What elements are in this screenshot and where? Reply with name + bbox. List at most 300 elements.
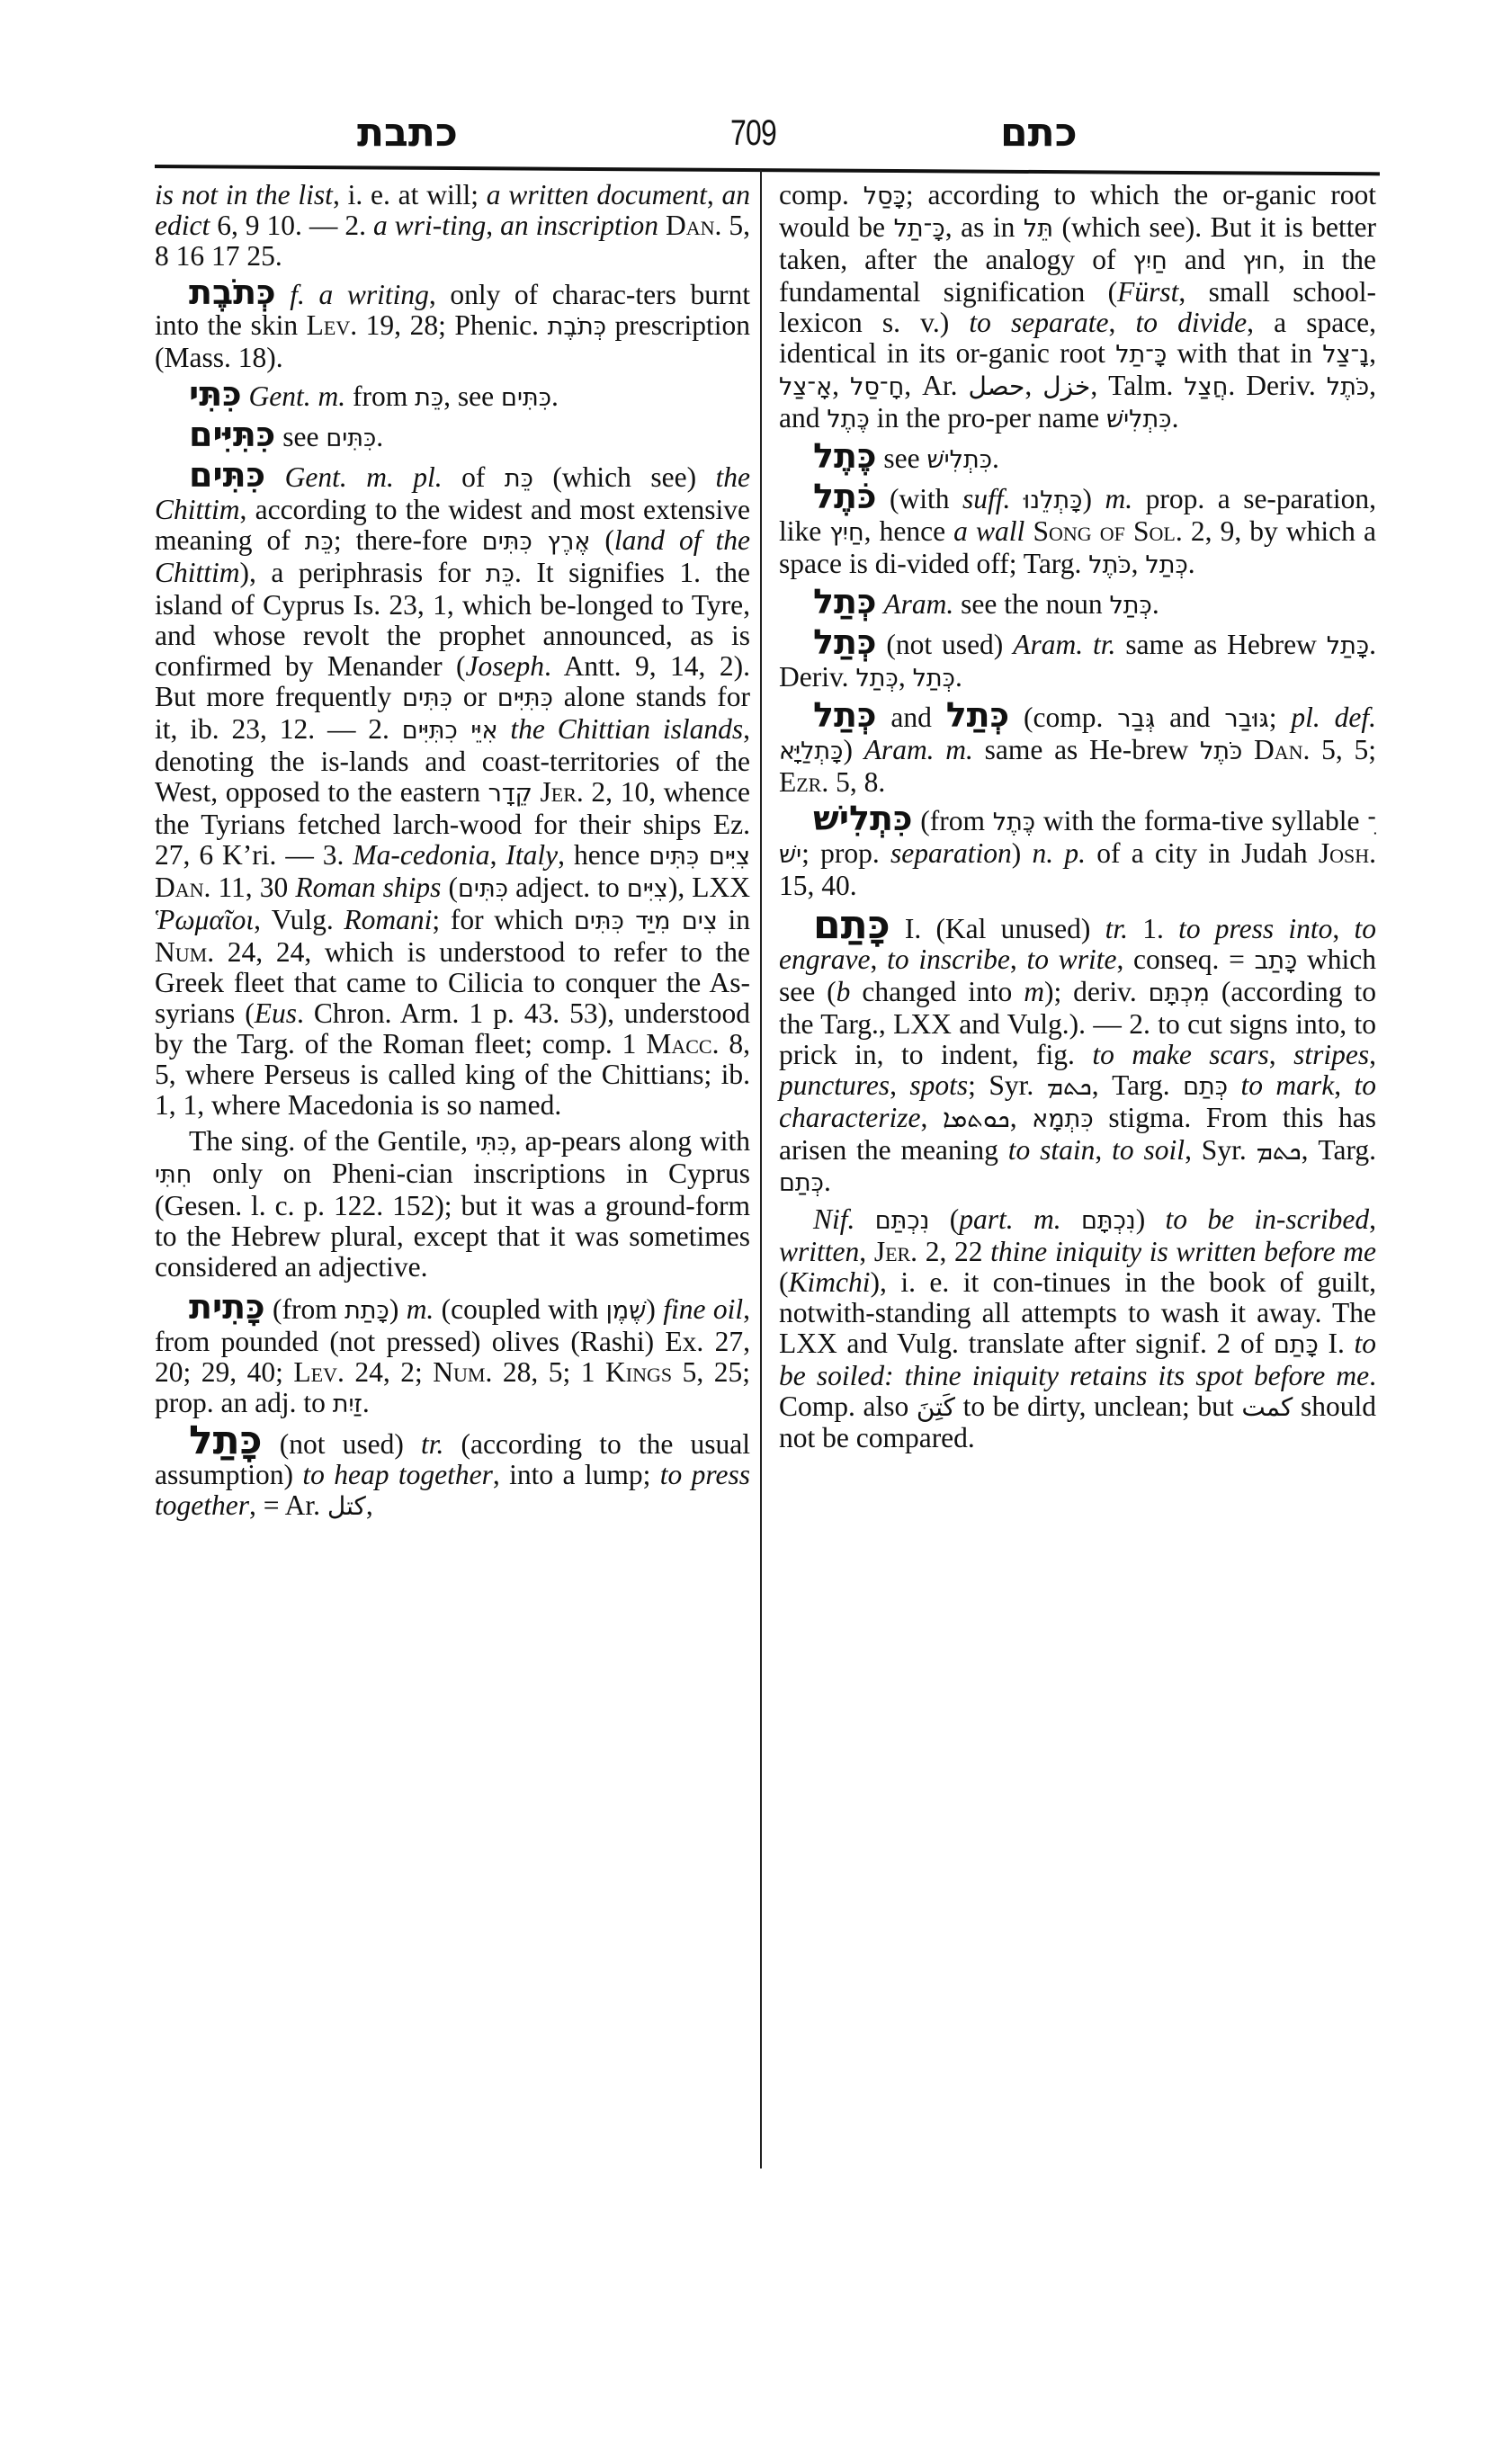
- hebrew-word: כָּ־תַל: [1115, 341, 1168, 369]
- entry-text: of: [442, 461, 505, 493]
- hebrew-word: כִּתִּים: [458, 875, 508, 903]
- entry-text: ,: [489, 839, 506, 871]
- entry-text: should not be compared.: [779, 1390, 1376, 1453]
- hebrew-word: קֵדָר: [488, 780, 532, 808]
- entry-text: same as Hebrew: [1115, 629, 1327, 660]
- hebrew-word: כְּתַל: [1145, 551, 1188, 579]
- headword: כְּתַל: [813, 622, 877, 662]
- italic-gloss: m.: [406, 1293, 434, 1325]
- entry-text: ,: [832, 370, 851, 401]
- italic-gloss: punctures: [779, 1069, 890, 1101]
- italic-gloss: n. p.: [1032, 837, 1086, 869]
- book-reference: Ezr.: [779, 766, 829, 798]
- page-number: 709: [730, 113, 776, 153]
- hebrew-word: צִיִּים כִּתִּים: [649, 843, 750, 871]
- hebrew-word: זַיִת: [332, 1390, 362, 1418]
- hebrew-word: כֵּת: [415, 384, 444, 412]
- hebrew-word: אִיֵּי כִתִּיִּים: [401, 717, 498, 745]
- entry-text: in: [717, 904, 750, 935]
- entry-text: ): [843, 734, 864, 765]
- entry-text: , Targ.: [1301, 1134, 1376, 1166]
- entry-text: I.: [1318, 1328, 1355, 1359]
- entry-text: , Syr.: [1185, 1134, 1257, 1166]
- entry-text: , hence: [558, 839, 649, 871]
- hebrew-word: צִים מִיַּד כִּתִּים: [573, 908, 718, 935]
- entry-text: [1242, 734, 1254, 765]
- hebrew-word: גּוּבַר: [1224, 705, 1269, 733]
- entry-text: (which see): [532, 461, 716, 493]
- entry-text: .: [823, 1166, 831, 1197]
- hebrew-word: חַיִץ: [1132, 247, 1168, 275]
- left-column: [155, 180, 750, 1527]
- entry-text: , denoting the is-lands and coast-territories of the West, opposed to the eastern: [155, 713, 750, 808]
- italic-gloss: to soil: [1112, 1134, 1185, 1166]
- entry-text: ,: [890, 1069, 910, 1101]
- entry-text: (comp.: [1009, 702, 1118, 733]
- entry-text: prescription (Mass. 18).: [155, 309, 750, 373]
- dictionary-entry-katam: [779, 902, 1377, 1199]
- entry-text: , into a lump;: [492, 1459, 660, 1490]
- entry-text: .: [362, 1387, 370, 1418]
- entry-text: ,: [1369, 1203, 1376, 1235]
- headword: כְּתַל: [813, 582, 877, 621]
- entry-text: ; prop.: [801, 837, 891, 869]
- italic-gloss: Gent. m.: [248, 380, 346, 412]
- hebrew-word: מִכְתָּם: [1148, 979, 1210, 1007]
- italic-gloss: is not in the list: [155, 179, 333, 210]
- italic-gloss: land of the Chittim: [155, 524, 750, 588]
- italic-gloss: to press together: [155, 1459, 751, 1521]
- italic-gloss: Romani: [344, 904, 433, 935]
- entry-text: 1.: [1128, 913, 1179, 944]
- entry-text: ; there-fore: [333, 524, 482, 556]
- entry-text: adject. to: [508, 872, 627, 903]
- italic-gloss: written: [779, 1236, 860, 1267]
- dictionary-entry-kittim: [155, 455, 751, 1121]
- entry-text: (with: [876, 483, 962, 514]
- italic-gloss: m.: [1105, 483, 1133, 514]
- dictionary-entry-kittiyyim: [155, 415, 750, 454]
- italic-gloss: stripes: [1293, 1039, 1370, 1070]
- hebrew-word: כֹּתֶל: [1199, 738, 1243, 765]
- dictionary-entry-katam-nif: [779, 1204, 1376, 1453]
- entry-text: [532, 776, 541, 808]
- entry-text: ), a periphrasis for: [239, 557, 486, 588]
- dictionary-entry-ketal-aram-noun: [779, 582, 1376, 621]
- entry-text: [242, 380, 249, 412]
- entry-text: ,: [859, 1236, 874, 1267]
- italic-gloss: tr.: [1105, 913, 1128, 944]
- hebrew-word: כְּתַם: [1183, 1073, 1229, 1101]
- entry-text: (according to the Targ., LXX and Vulg.). — 2. to cut signs into, to prick in, to indent, fig.: [779, 976, 1376, 1070]
- italic-gloss: Aram. m.: [863, 734, 973, 765]
- hebrew-word: כָּתְלַיָּא: [779, 738, 844, 765]
- entry-text: , as in: [944, 211, 1024, 243]
- entry-text: , only of charac-ters burnt into the skin: [155, 279, 750, 341]
- arabic-syriac-word: كَتِنَ: [916, 1392, 955, 1422]
- hebrew-word: כֹּתֶל: [1088, 551, 1132, 579]
- italic-gloss: pl. def.: [1291, 702, 1376, 733]
- dictionary-entry-kotel: [779, 477, 1377, 581]
- right-column: [779, 180, 1376, 1459]
- entry-text: and: [1167, 244, 1243, 275]
- dictionary-entry-kitlish: [779, 799, 1377, 901]
- hebrew-word: כִּתִּים: [326, 425, 377, 452]
- italic-gloss: to be soiled: thine iniquity retains its spot before me: [779, 1328, 1376, 1391]
- hebrew-word: אֶרֶץ כִּתִּים: [481, 528, 591, 556]
- hebrew-word: חָ־סַל: [850, 373, 905, 401]
- book-reference: Jer.: [873, 1236, 918, 1267]
- italic-gloss: Aram. tr.: [1013, 629, 1116, 660]
- hebrew-word: כָּסַל: [863, 183, 906, 210]
- entry-text: . Deriv.: [779, 629, 1376, 693]
- entry-text: see the noun: [953, 588, 1110, 620]
- italic-gloss: to press into: [1178, 913, 1333, 944]
- italic-gloss: the Chittim: [155, 461, 751, 525]
- arabic-syriac-word: ܟܬܡ: [1046, 1071, 1092, 1101]
- entry-text: 5, 8.: [828, 766, 886, 798]
- book-reference: Num.: [155, 936, 215, 968]
- entry-text: (: [441, 872, 459, 903]
- entry-text: (not used): [876, 629, 1014, 660]
- italic-gloss: to stain: [1007, 1134, 1096, 1166]
- arabic-syriac-word: كتل: [327, 1491, 366, 1521]
- entry-text: 24, 2;: [344, 1356, 434, 1388]
- arabic-syriac-word: ܟܬܡ: [1256, 1136, 1302, 1166]
- entry-text: , and: [779, 370, 1377, 434]
- hebrew-word: חוּץ: [1242, 247, 1278, 275]
- entry-text: prop. a se-paration, like: [779, 483, 1377, 547]
- entry-text: , small school-lexicon s. v.): [779, 276, 1376, 338]
- italic-gloss: separation: [890, 837, 1012, 869]
- entry-text: alone stands for it, ib. 23, 12. — 2.: [155, 681, 751, 745]
- entry-text: (which see). But it is better taken, after the analogy of: [779, 211, 1376, 275]
- headword: כִּתִּיִּים: [189, 415, 276, 454]
- entry-text: , i. e. at will;: [332, 179, 487, 210]
- hebrew-word: נִכְתַּם: [874, 1207, 930, 1235]
- italic-gloss: Italy: [505, 839, 559, 871]
- entry-text: see: [876, 443, 927, 474]
- italic-gloss: an edict: [155, 179, 750, 241]
- entry-text: ): [1135, 1203, 1166, 1235]
- entry-text: 28, 5; 1: [492, 1356, 605, 1388]
- hebrew-word: כָּ־תַל: [893, 215, 945, 243]
- entry-text: .: [1171, 402, 1179, 434]
- book-reference: Song of Sol.: [1033, 515, 1183, 547]
- entry-text: ,: [1332, 913, 1355, 944]
- entry-text: [1010, 483, 1024, 514]
- hebrew-word: שֶׁמֶן: [605, 1297, 647, 1325]
- dictionary-entry-continuation-ktab: [155, 180, 750, 272]
- dictionary-entry-ketal-and-ketal: [779, 695, 1376, 798]
- hebrew-word: כְּתַל: [912, 665, 955, 693]
- entry-text: The sing. of the Gentile,: [189, 1125, 476, 1157]
- entry-text: (from: [264, 1293, 345, 1325]
- entry-text: . Deriv.: [1228, 370, 1327, 401]
- hebrew-word: כִּתִּי: [475, 1129, 510, 1157]
- entry-text: see: [275, 421, 327, 452]
- entry-text: ,: [1024, 370, 1043, 401]
- entry-text: ,: [1095, 1134, 1113, 1166]
- entry-text: 6, 9 10. — 2.: [210, 210, 373, 241]
- hebrew-word: גְּבַר: [1117, 705, 1156, 733]
- entry-text: changed into: [850, 976, 1024, 1007]
- entry-text: with the forma-tive syllable: [1035, 805, 1368, 836]
- entry-text: ,: [1009, 1102, 1033, 1133]
- entry-text: ,: [1369, 1039, 1376, 1070]
- hebrew-word: כָּתְלֵנוּ: [1023, 487, 1083, 514]
- entry-text: .: [1187, 548, 1195, 579]
- hebrew-word: כְּתַל: [1109, 592, 1152, 620]
- italic-gloss: suff.: [962, 483, 1011, 514]
- italic-gloss: Ma-cedonia: [353, 839, 490, 871]
- book-reference: Num.: [433, 1356, 493, 1388]
- entry-text: ), LXX: [667, 872, 751, 903]
- italic-gloss: a wall: [953, 515, 1025, 547]
- arabic-syriac-word: حصل: [968, 371, 1025, 401]
- headword: כְּתֹבֶת: [189, 273, 276, 312]
- entry-text: (according to the usual assumption): [155, 1428, 750, 1490]
- italic-gloss: m: [1024, 976, 1044, 1007]
- dictionary-entry-katal: [155, 1417, 751, 1522]
- hebrew-word: כְּתַל: [855, 665, 899, 693]
- headword: כְּתַל: [945, 695, 1010, 735]
- headword: כְּתַל: [813, 695, 877, 735]
- entry-text: ): [1082, 483, 1105, 514]
- headword: כָּתִית: [189, 1287, 265, 1327]
- entry-text: [658, 210, 666, 241]
- entry-text: 19, 28; Phenic.: [357, 309, 548, 341]
- entry-text: . Comp. also: [779, 1360, 1376, 1422]
- entry-text: (not used): [262, 1428, 421, 1460]
- entry-text: .: [992, 443, 999, 474]
- entry-text: [1228, 1069, 1240, 1101]
- entry-text: ): [1011, 837, 1033, 869]
- entry-text: with that in: [1167, 337, 1323, 369]
- entry-text: I. (Kal unused): [890, 913, 1105, 944]
- entry-text: ,: [1369, 337, 1376, 369]
- italic-gloss: an inscription: [500, 210, 659, 241]
- dictionary-entry-katit: [155, 1287, 750, 1420]
- book-reference: Macc.: [646, 1028, 720, 1060]
- italic-gloss: Eus: [254, 997, 297, 1029]
- entry-text: .: [1151, 588, 1159, 620]
- entry-text: ,: [486, 210, 501, 241]
- entry-text: ,: [1334, 1069, 1355, 1101]
- column-divider: [760, 170, 762, 2168]
- entry-text: ): [646, 1293, 664, 1325]
- entry-text: ), i. e. it con-tinues in the book of guilt, notwith-standing all attempts to wash it away. The LXX and Vulg. translate after signif. 2 of: [779, 1266, 1376, 1359]
- entry-text: ,: [706, 179, 722, 210]
- italic-gloss: Ῥωμαῖοι: [155, 904, 255, 935]
- headword: כָּתַל: [189, 1417, 263, 1463]
- entry-text: ,: [365, 1489, 373, 1521]
- italic-gloss: to inscribe: [887, 943, 1010, 975]
- entry-text: ): [389, 1293, 407, 1325]
- italic-gloss: to separate: [969, 307, 1109, 338]
- italic-gloss: to be in-scribed: [1165, 1203, 1370, 1235]
- entry-text: [265, 461, 284, 493]
- book-reference: Dan.: [1254, 734, 1311, 765]
- hebrew-word: כִּתִּיִּים: [497, 684, 553, 712]
- arabic-syriac-word: خزل: [1042, 371, 1091, 401]
- hebrew-word: כֶּתֶל: [827, 406, 870, 434]
- headword: כֹּתֶל: [813, 477, 877, 516]
- headword: כֶּתֶל: [813, 436, 877, 476]
- italic-gloss: f. a writing: [290, 279, 429, 310]
- hebrew-word: חֲצַל: [1184, 373, 1229, 401]
- running-head: [155, 106, 1378, 160]
- header-rule: [155, 165, 1380, 175]
- hebrew-word: כֵּת: [304, 528, 334, 556]
- entry-text: ,: [1268, 1039, 1294, 1070]
- entry-text: of a city in Judah: [1086, 837, 1319, 869]
- entry-text: or: [452, 681, 497, 712]
- entry-text: from: [345, 380, 416, 412]
- italic-gloss: spots: [909, 1069, 969, 1101]
- entry-text: ,: [898, 661, 913, 693]
- headword: כִּתִּי: [189, 374, 242, 414]
- entry-text: ;: [1268, 702, 1292, 733]
- italic-gloss: fine oil: [663, 1293, 744, 1325]
- hebrew-word: כִּתְלִישׁ: [1106, 406, 1172, 434]
- entry-text: 5, 5;: [1310, 734, 1376, 765]
- entry-text: ,: [870, 943, 888, 975]
- entry-text: (: [590, 524, 614, 556]
- entry-text: , see: [443, 380, 502, 412]
- entry-text: , a space, identical in its or-ganic root: [779, 307, 1377, 369]
- dictionary-entry-kittim-note: [155, 1126, 750, 1283]
- hebrew-word: כֵּת: [485, 560, 514, 588]
- entry-text: (: [779, 1266, 789, 1298]
- hebrew-word: כְּתֹבֶת: [547, 313, 606, 341]
- hebrew-word: צִיִּים: [626, 875, 668, 903]
- hebrew-word: חַיִץ: [829, 519, 864, 547]
- entry-text: [276, 279, 291, 310]
- entry-text: (: [929, 1203, 960, 1235]
- italic-gloss: Roman ships: [295, 872, 442, 903]
- dictionary-entry-kitti: [155, 374, 750, 414]
- entry-text: 8, 5, where Perseus is called king of the Chittians; ib. 1, 1, where Macedonia is so named.: [155, 1028, 751, 1121]
- entry-text: ,: [1108, 307, 1136, 338]
- italic-gloss: Kimchi: [788, 1266, 871, 1298]
- italic-gloss: to divide: [1135, 307, 1248, 338]
- arabic-syriac-word: ܟܘܬܡܐ: [943, 1104, 1010, 1133]
- entry-text: [854, 1203, 874, 1235]
- entry-text: , Ar.: [904, 370, 969, 401]
- entry-text: 11, 30: [210, 872, 296, 903]
- entry-text: .: [954, 661, 962, 693]
- hebrew-word: נִכְתָּם: [1080, 1207, 1136, 1235]
- hebrew-word: כְּתַם: [779, 1169, 824, 1197]
- entry-text: ; Syr.: [968, 1069, 1047, 1101]
- dictionary-entry-ketovet: [155, 273, 750, 373]
- entry-text: , conseq. =: [1116, 943, 1255, 975]
- hebrew-word: כִּתִּים: [402, 684, 453, 712]
- entry-text: , according to the widest and most extensive meaning of: [155, 494, 750, 556]
- book-reference: Jer.: [540, 776, 584, 808]
- entry-text: ; according to which the or-ganic root would be: [779, 179, 1376, 243]
- book-reference: Lev.: [306, 309, 358, 341]
- italic-gloss: to mark: [1240, 1069, 1335, 1101]
- dictionary-entry-continuation-katal: [779, 180, 1376, 435]
- entry-text: . Chron. Arm. 1 p. 43. 53), understood by the Targ. of the Roman fleet; comp. 1: [155, 997, 750, 1060]
- hebrew-word: חִתִּי: [155, 1161, 192, 1189]
- entry-text: 5, 8 16 17 25.: [155, 210, 751, 272]
- hebrew-word: תֵּל: [1023, 215, 1053, 243]
- entry-text: , Talm.: [1090, 370, 1185, 401]
- hebrew-word: כָּתַב: [1254, 947, 1298, 975]
- running-head-right-word: כתם: [1000, 110, 1078, 156]
- italic-gloss: a wri-ting: [372, 210, 487, 241]
- italic-gloss: Fürst: [1117, 276, 1179, 308]
- entry-text: in the pro-per name: [869, 402, 1107, 434]
- dictionary-entry-ketal-aram-verb: [779, 622, 1376, 694]
- book-reference: Josh.: [1318, 837, 1377, 869]
- entry-text: [498, 713, 511, 745]
- entry-text: to be dirty, unclean; but: [955, 1390, 1242, 1422]
- entry-text: , in the fundamental signification (: [779, 244, 1376, 308]
- italic-gloss: Joseph: [465, 650, 544, 682]
- entry-text: 2, 9, by which a space is di-vided off; Targ.: [779, 515, 1377, 579]
- entry-text: 2, 22: [917, 1236, 991, 1267]
- headword: כָּתַם: [813, 902, 890, 948]
- hebrew-word: כִּתְמָא: [1032, 1105, 1094, 1133]
- entry-text: , Vulg.: [254, 904, 344, 935]
- entry-text: .: [376, 421, 384, 452]
- entry-text: and: [1155, 702, 1225, 733]
- entry-text: 5, 25; prop. an adj. to: [155, 1356, 750, 1418]
- hebrew-word: כָּתַל: [1326, 632, 1370, 660]
- headword: כִּתְלִישׁ: [813, 799, 913, 838]
- hebrew-word: כֹּתֶל: [1326, 373, 1370, 401]
- hebrew-word: כִּתְלִישׁ: [926, 446, 993, 474]
- book-reference: Dan.: [666, 210, 722, 241]
- hebrew-word: כֵּת: [504, 465, 533, 493]
- book-reference: Lev.: [293, 1356, 344, 1388]
- entry-text: ; for which: [432, 904, 574, 935]
- running-head-left-word: כתבת: [357, 110, 458, 156]
- italic-gloss: to write: [1026, 943, 1117, 975]
- hebrew-word: כָּתַת: [344, 1297, 389, 1325]
- italic-gloss: to engrave: [779, 913, 1376, 975]
- headword: כִּתִּים: [189, 455, 266, 495]
- hebrew-word: כָּתַם: [1273, 1331, 1319, 1359]
- italic-gloss: part. m.: [959, 1203, 1061, 1235]
- hebrew-word: אָ־צַל: [779, 373, 833, 401]
- entry-text: only on Pheni-cian inscriptions in Cyprus (Gesen. l. c. p. 122. 152); but it was a ground-form to the Hebrew plural, except that it was sometimes considered an adjective.: [155, 1158, 750, 1283]
- entry-text: same as He-brew: [972, 734, 1200, 765]
- entry-text: (coupled with: [434, 1293, 606, 1325]
- entry-text: . Antt. 9, 14, 2). But more frequently: [155, 650, 750, 712]
- entry-text: ); deriv.: [1043, 976, 1149, 1007]
- italic-gloss: the Chittian islands: [510, 713, 744, 745]
- entry-text: . It signifies 1. the island of Cyprus Is. 23, 1, which be-longed to Tyre, and whose revolt the prophet announced, as is confirmed by Menander (: [155, 557, 750, 682]
- entry-text: stigma. From this has arisen the meaning: [779, 1102, 1377, 1166]
- italic-gloss: a written document: [486, 179, 707, 210]
- entry-text: and: [876, 702, 946, 733]
- italic-gloss: to heap together: [302, 1459, 493, 1490]
- hebrew-word: ־ִישׁ: [779, 809, 1376, 869]
- entry-text: comp.: [779, 179, 863, 210]
- hebrew-word: נָ־צַל: [1322, 341, 1370, 369]
- italic-gloss: Gent. m. pl.: [284, 461, 443, 493]
- entry-text: ,: [920, 1102, 944, 1133]
- entry-text: ,: [1009, 943, 1027, 975]
- entry-text: [1061, 1203, 1081, 1235]
- italic-gloss: tr.: [420, 1428, 444, 1460]
- arabic-syriac-word: كمت: [1241, 1392, 1293, 1422]
